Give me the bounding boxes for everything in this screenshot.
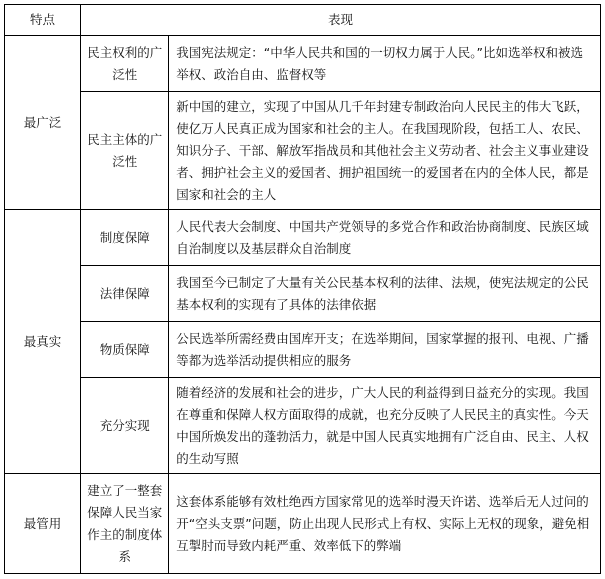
table-row [5, 36, 601, 92]
header-feature: 特点 [5, 5, 81, 36]
table-row [5, 474, 601, 574]
detail-cell [169, 266, 601, 322]
aspect-cell [81, 474, 169, 574]
aspect-cell [81, 210, 169, 266]
detail-cell [169, 474, 601, 574]
table-row [5, 92, 601, 210]
detail-text: 随着经济的发展和社会的进步，广大人民的利益得到日益充分的实现。我国在尊重和保障人权方面取得的成就，也充分反映了人民民主的真实性。今天中国所焕发出的蓬勃活力，就是中国人民真实地拥有广泛自由、民主、人权的生动写照 [176, 384, 589, 466]
aspect-text: 民主主体的广泛性 [87, 131, 163, 169]
group-label-broadest: 最广泛 [5, 36, 81, 210]
header-row [5, 5, 601, 36]
aspect-cell [81, 266, 169, 322]
table-row [5, 378, 601, 474]
aspect-cell [81, 378, 169, 474]
aspect-cell [81, 36, 169, 92]
detail-cell [169, 322, 601, 378]
detail-text: 公民选举所需经费由国库开支；在选举期间，国家掌握的报刊、电视、广播等都为选举活动提供相应的服务 [176, 330, 589, 368]
aspect-text: 法律保障 [99, 285, 150, 301]
aspect-text: 物质保障 [99, 341, 150, 357]
table-row [5, 322, 601, 378]
detail-text: 人民代表大会制度、中国共产党领导的多党合作和政治协商制度、民族区域自治制度以及基层群众自治制度 [176, 218, 589, 256]
detail-text: 新中国的建立，实现了中国从几千年封建专制政治向人民民主的伟大飞跃，使亿万人民真正成为国家和社会的主人。在我国现阶段，包括工人、农民、知识分子、干部、解放军指战员和其他社会主义劳动者、社会主义事业建设者、拥护社会主义的爱国者、拥护祖国统一的爱国者在内的全体人民，都是国家和社会的主人 [176, 98, 589, 202]
aspect-text: 制度保障 [99, 229, 150, 245]
aspect-cell [81, 322, 169, 378]
detail-text: 我国至今已制定了大量有关公民基本权利的法律、法规，使宪法规定的公民基本权利的实现有了具体的法律依据 [176, 274, 589, 312]
aspect-cell [81, 92, 169, 210]
header-manifestation: 表现 [81, 5, 601, 36]
table-row [5, 266, 601, 322]
detail-cell [169, 92, 601, 210]
aspect-text: 建立了一整套保障人民当家作主的制度体系 [87, 482, 163, 564]
detail-text: 这套体系能够有效杜绝西方国家常见的选举时漫天许诺、选举后无人过问的开“空头支票”问题，防止出现人民形式上有权、实际上无权的现象，避免相互掣肘而导致内耗严重、效率低下的弊端 [176, 493, 590, 553]
table-row [5, 210, 601, 266]
democracy-features-table [4, 4, 601, 574]
detail-cell [169, 210, 601, 266]
aspect-text: 充分实现 [99, 417, 150, 433]
group-label-most-real: 最真实 [5, 210, 81, 474]
detail-text: 我国宪法规定：“中华人民共和国的一切权力属于人民。”比如选举权和被选举权、政治自由、监督权等 [176, 44, 583, 82]
aspect-text: 民主权利的广泛性 [87, 44, 163, 82]
group-label-most-useful: 最管用 [5, 474, 81, 574]
detail-cell [169, 36, 601, 92]
detail-cell [169, 378, 601, 474]
